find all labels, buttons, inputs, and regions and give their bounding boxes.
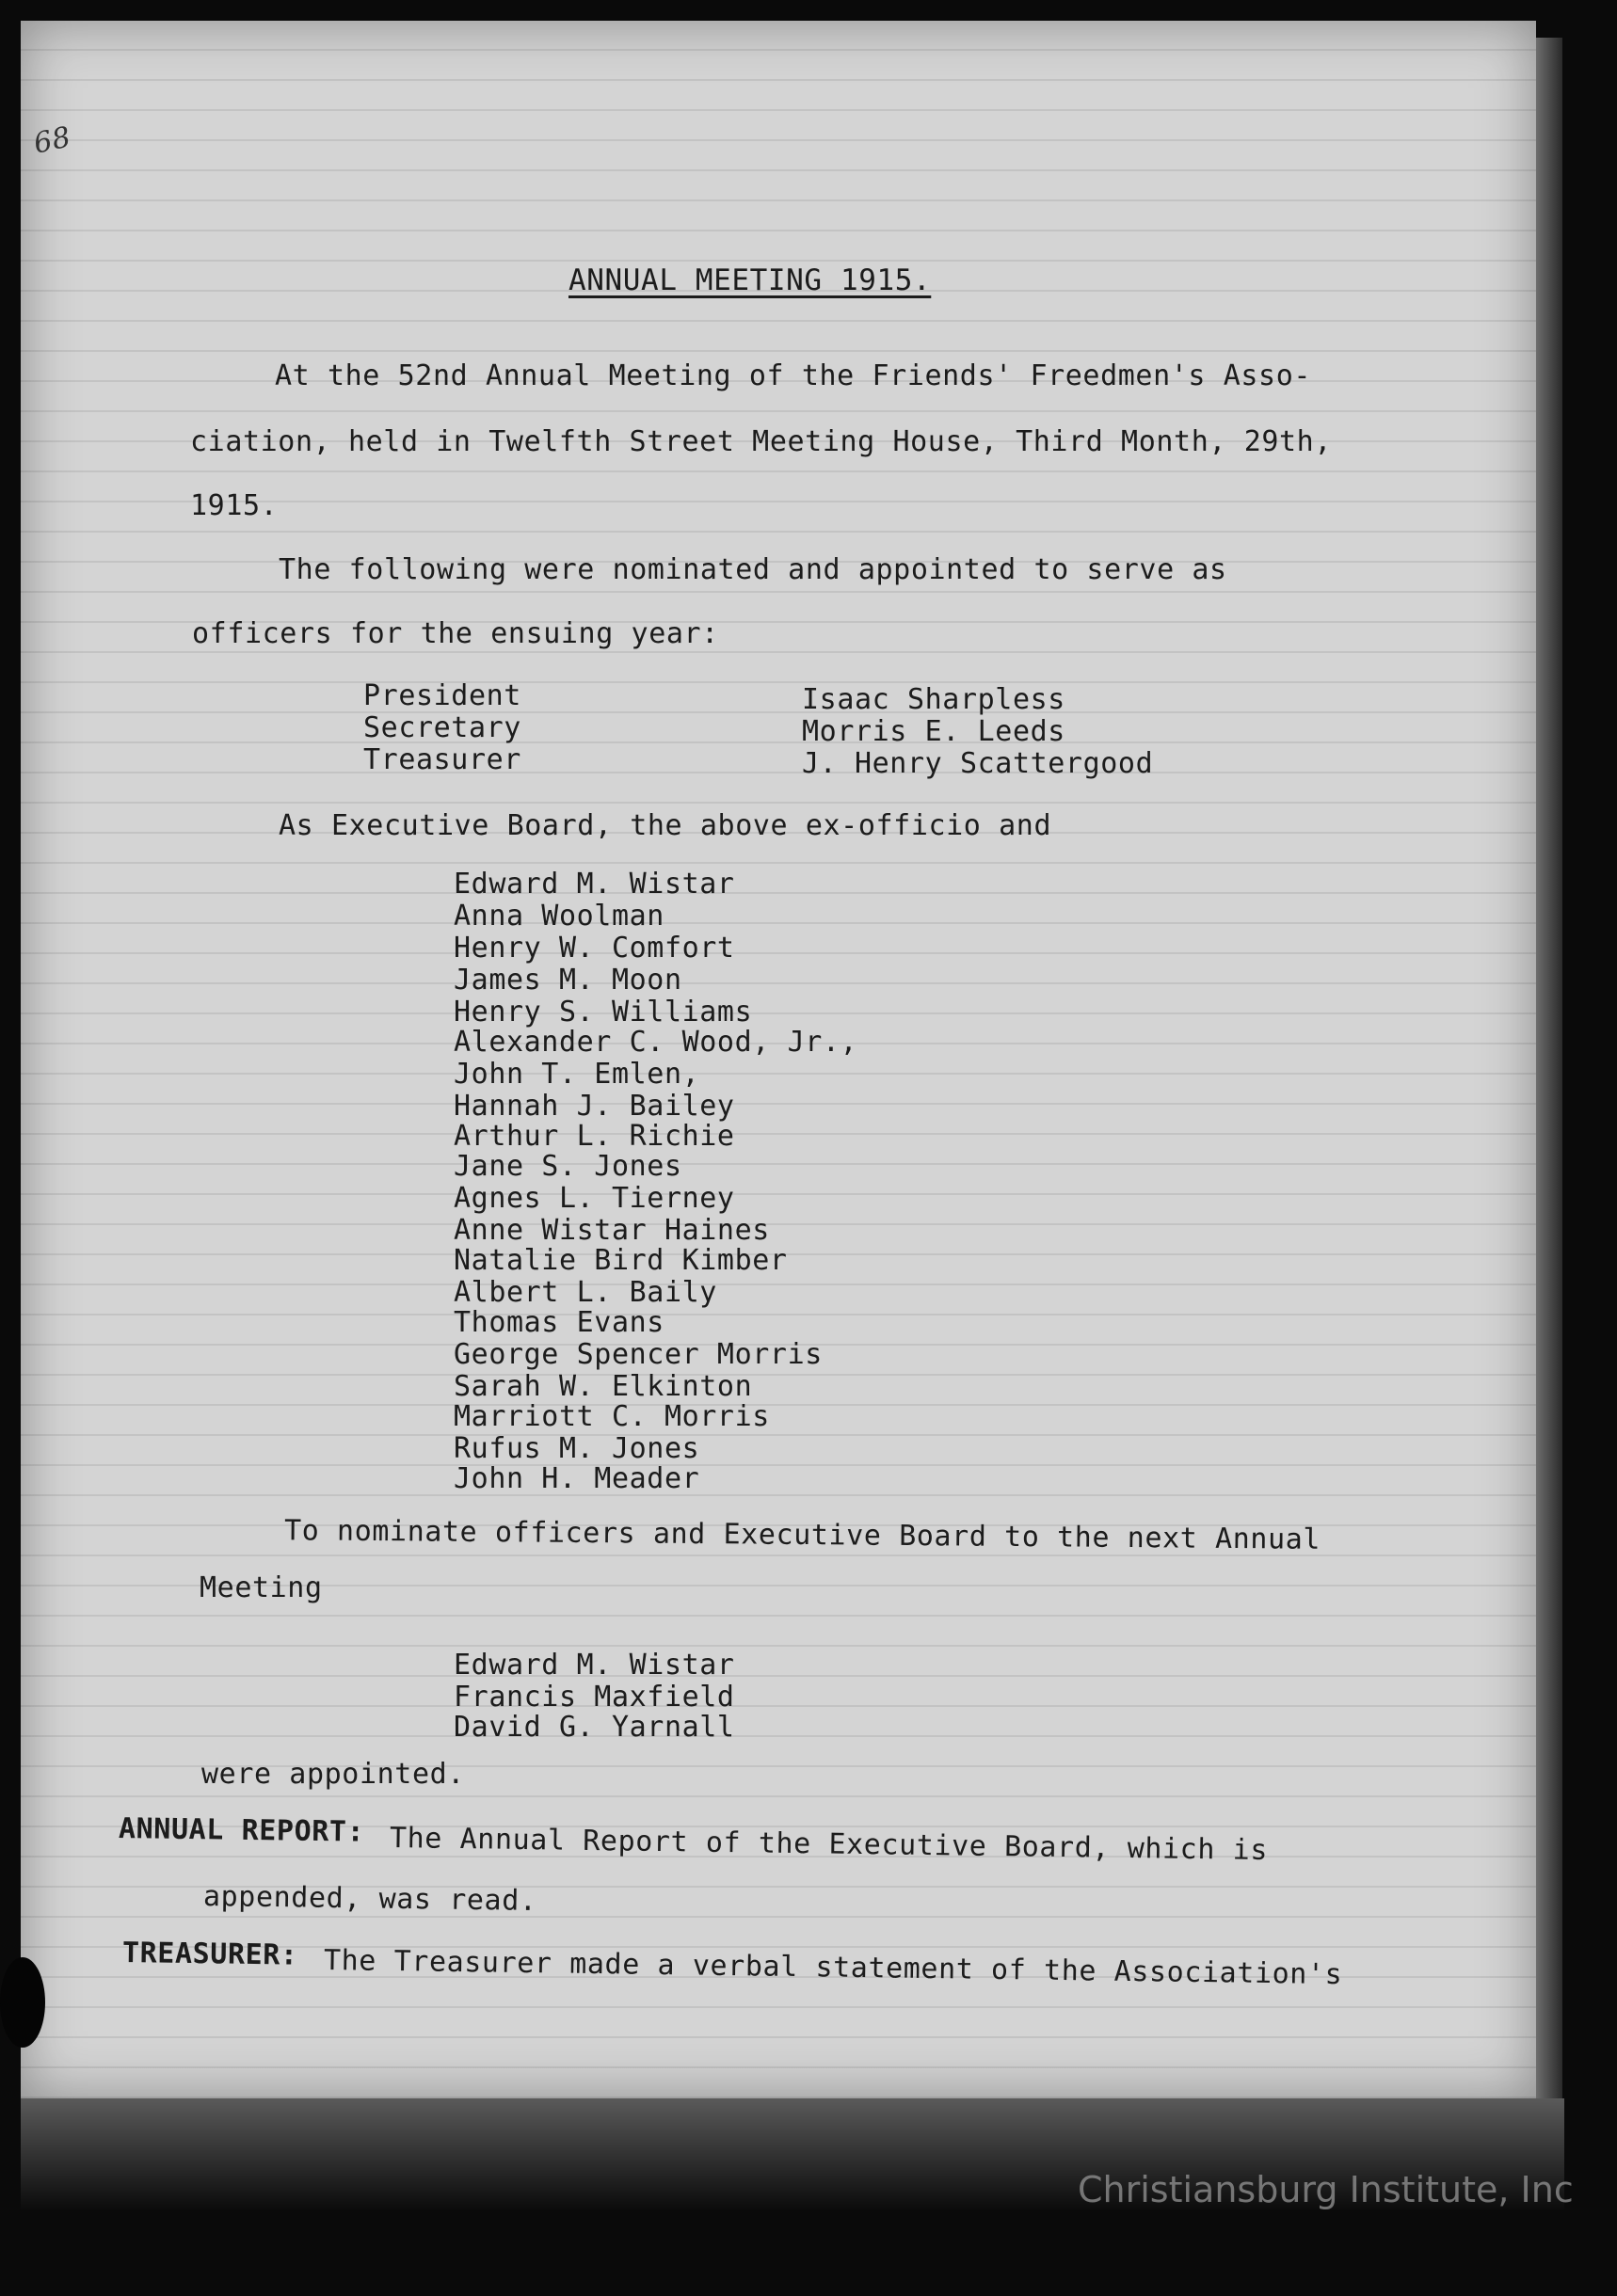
officer-name-secretary: Morris E. Leeds bbox=[802, 715, 1065, 748]
board-member: Henry S. Williams bbox=[454, 996, 753, 1028]
board-member: Henry W. Comfort bbox=[454, 932, 735, 965]
document-title: ANNUAL MEETING 1915. bbox=[568, 263, 932, 297]
board-member: Agnes L. Tierney bbox=[454, 1182, 735, 1215]
appointed-text: were appointed. bbox=[201, 1758, 465, 1791]
board-member: James M. Moon bbox=[454, 964, 682, 997]
board-member: Anna Woolman bbox=[454, 900, 664, 933]
nominating-member: Francis Maxfield bbox=[454, 1681, 735, 1714]
board-member: Albert L. Baily bbox=[454, 1276, 717, 1309]
board-member: Hannah J. Bailey bbox=[454, 1090, 735, 1123]
annual-report-line-2: appended, was read. bbox=[202, 1880, 537, 1918]
nominating-member: David G. Yarnall bbox=[454, 1711, 735, 1744]
officer-name-treasurer: J. Henry Scattergood bbox=[802, 747, 1154, 780]
nomination-line-1: The following were nominated and appointed to serve as bbox=[279, 553, 1227, 586]
annual-report-line-1: The Annual Report of the Executive Board, which is bbox=[389, 1822, 1269, 1868]
board-member: Jane S. Jones bbox=[454, 1150, 682, 1183]
board-member: John T. Emlen, bbox=[454, 1058, 700, 1091]
board-member: Sarah W. Elkinton bbox=[454, 1370, 753, 1403]
board-member: George Spencer Morris bbox=[454, 1338, 823, 1371]
nomination-line-2: officers for the ensuing year: bbox=[192, 617, 719, 650]
officer-role-president: President bbox=[363, 679, 521, 712]
officer-role-treasurer: Treasurer bbox=[363, 743, 521, 776]
nominating-line-2: Meeting bbox=[200, 1571, 323, 1604]
nominating-member: Edward M. Wistar bbox=[454, 1649, 735, 1682]
intro-line-2: ciation, held in Twelfth Street Meeting House, Third Month, 29th, bbox=[190, 425, 1332, 458]
page-number: 68 bbox=[30, 120, 74, 161]
board-member: Marriott C. Morris bbox=[454, 1400, 770, 1433]
board-member: Thomas Evans bbox=[454, 1306, 664, 1339]
board-member: Natalie Bird Kimber bbox=[454, 1244, 788, 1277]
board-member: Arthur L. Richie bbox=[454, 1120, 735, 1153]
board-member: Rufus M. Jones bbox=[454, 1432, 700, 1465]
treasurer-label: TREASURER: bbox=[121, 1937, 298, 1972]
annual-report-label: ANNUAL REPORT: bbox=[118, 1812, 365, 1849]
nominating-line-1: To nominate officers and Executive Board to the next Annual bbox=[283, 1514, 1321, 1556]
treasurer-line-1: The Treasurer made a verbal statement of the Association's bbox=[323, 1944, 1343, 1992]
intro-line-3: 1915. bbox=[190, 489, 279, 522]
board-member: Edward M. Wistar bbox=[454, 868, 735, 901]
officer-role-secretary: Secretary bbox=[363, 711, 521, 744]
intro-line-1: At the 52nd Annual Meeting of the Friends' Freedmen's Asso- bbox=[275, 359, 1312, 392]
officer-name-president: Isaac Sharpless bbox=[802, 683, 1065, 716]
executive-board-intro: As Executive Board, the above ex-officio and bbox=[279, 809, 1052, 842]
board-member: Anne Wistar Haines bbox=[454, 1214, 770, 1247]
board-member: Alexander C. Wood, Jr., bbox=[454, 1026, 858, 1059]
watermark: Christiansburg Institute, Inc bbox=[1078, 2169, 1574, 2210]
board-member: John H. Meader bbox=[454, 1462, 700, 1495]
